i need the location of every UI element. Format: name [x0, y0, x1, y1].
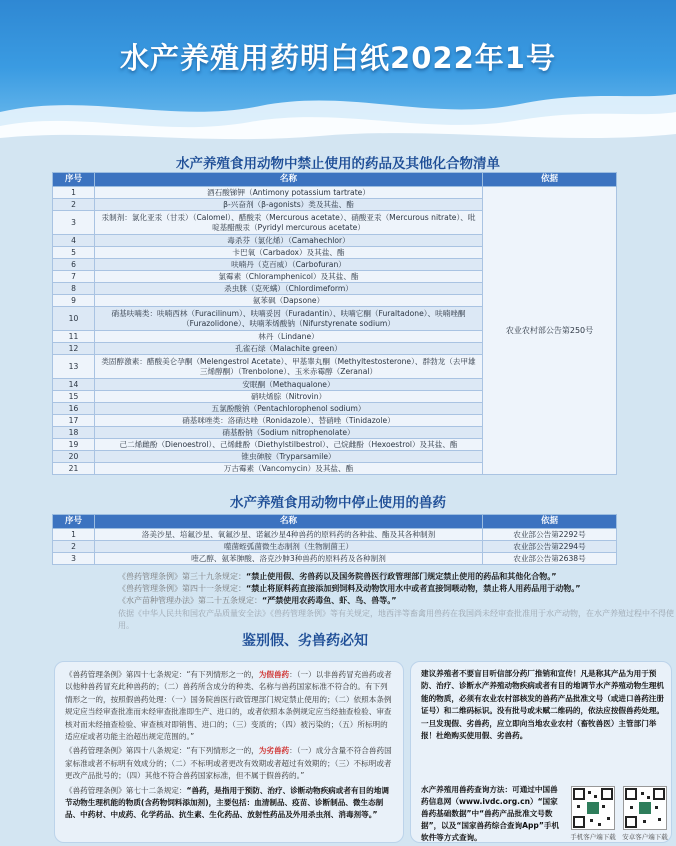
table-row: [53, 529, 617, 541]
cell-name: 氨苯砜（Dapsone）: [95, 295, 483, 307]
cell-name: 孔雀石绿（Malachite green）: [95, 343, 483, 355]
banned-list-title: 水产养殖食用动物中禁止使用的药品及其他化合物清单: [176, 156, 500, 172]
qr-caption: 手机客户端下载: [570, 833, 616, 841]
article-47: 《兽药管理条例》第四十七条规定：“有下列情形之一的，为假兽药：（一）以非兽药冒充兽药或者以他种兽药冒充此种兽药的；（二）兽药所含成分的种类、名称与兽药国家标准不符合的。有下列情形之一的，按照假兽药处理：（一）国务院兽医行政管理部门规定禁止使用的；（二）依照本条例规定应当经审查批准而未经审查批准即生产、进口的，或者依照本条例规定应当经抽查检验、审查核对而未经抽查检验、审查核对即销售、进口的；（三）变质的；（四）被污染的；（五）所标明的适应症或者功能主治超出规定范围的。”: [65, 670, 392, 742]
cell-no: 11: [53, 331, 95, 343]
cell-basis: 农业部公告第2638号: [483, 553, 617, 565]
cell-no: 4: [53, 235, 95, 247]
cell-name: 卡巴氧（Carbadox）及其盐、酯: [95, 247, 483, 259]
stopped-table: [52, 514, 617, 565]
cell-no: 1: [53, 529, 95, 541]
banned-table: [52, 172, 617, 475]
cell-name: 己二烯雌酚（Dienoestrol）、己烯雌酚（Diethylstilbestrol）、己烷雌酚（Hexoestrol）及其盐、酯: [95, 439, 483, 451]
cell-no: 20: [53, 451, 95, 463]
cell-name: 汞制剂：氯化亚汞（甘汞）（Calomel）、醋酸汞（Mercurous acetate）、硝酸亚汞（Mercurous nitrate）、吡啶基醋酸汞（Pyridyl mercurous acetate）: [95, 211, 483, 235]
regulation-line: 《水产苗种管理办法》第二十五条规定：“严禁使用农药毒鱼、虾、鸟、兽等。”: [118, 596, 397, 606]
cell-no: 9: [53, 295, 95, 307]
col-header-no: 序号: [53, 515, 95, 529]
cell-no: 8: [53, 283, 95, 295]
advice-text: [421, 668, 665, 742]
cell-name: 安眠酮（Methaqualone）: [95, 379, 483, 391]
cell-no: 1: [53, 187, 95, 199]
cell-name: 锥虫砷胺（Tryparsamile）: [95, 451, 483, 463]
qr-pattern-icon: [624, 787, 666, 829]
cell-name: 喹乙醇、氨苯胂酸、洛克沙胂3种兽药的原料药及各种制剂: [95, 553, 483, 565]
col-header-basis: 依据: [483, 173, 617, 187]
cell-no: 19: [53, 439, 95, 451]
cell-name: 呋喃丹（克百威）（Carbofuran）: [95, 259, 483, 271]
regulation-line: 《兽药管理条例》第三十九条规定：“禁止使用假、劣兽药以及国务院兽医行政管理部门规定禁止使用的药品和其他化合物。”: [118, 572, 557, 581]
fake-drug-title: 鉴别假、劣兽药必知: [242, 633, 368, 649]
fake-drug-text: [65, 669, 395, 822]
query-paragraph: 水产养殖用兽药查询方法：可通过中国兽药信息网（www.ivdc.org.cn）“国家兽药基础数据”中“兽药产品批准文号数据”，以及“国家兽药综合查询App”手机软件等方式查询。: [421, 785, 560, 842]
cell-no: 3: [53, 553, 95, 565]
cell-name: 林丹（Lindane）: [95, 331, 483, 343]
table-row: [53, 541, 617, 553]
cell-name: 毒杀芬（氯化烯）（Camahechlor）: [95, 235, 483, 247]
qr-code-android[interactable]: [623, 786, 667, 830]
cell-name: 硝基咪唑类：洛硝达唑（Ronidazole）、替硝唑（Tinidazole）: [95, 415, 483, 427]
advice-paragraph: 建议养殖者不要盲目听信部分药厂推销和宣传！凡是称其产品为用于预防、治疗、诊断水产养殖动物疾病或者有目的地调节水产养殖动物生理机能的物质，必须有农业农村部核发的兽药产品批准文号（或进口兽药注册证号）和二维码标识。没有批号或未赋二维码的，依法应按假兽药处理。一旦发现假、劣兽药，应立即向当地农业农村（畜牧兽医）主管部门举报！杜绝购买使用假、劣兽药。: [421, 669, 664, 741]
advice-panel: [410, 661, 672, 843]
cell-basis: 农业部公告第2294号: [483, 541, 617, 553]
cell-name: 硝基酚钠（Sodium nitrophenolate）: [95, 427, 483, 439]
cell-no: 18: [53, 427, 95, 439]
table-row: [53, 553, 617, 565]
query-method-text: [421, 784, 561, 844]
cell-no: 12: [53, 343, 95, 355]
page-title: 水产养殖用药明白纸2022年1号: [120, 41, 556, 75]
cell-no: 16: [53, 403, 95, 415]
cell-no: 13: [53, 355, 95, 379]
cell-name: 杀虫脒（克死螨）（Chlordimeform）: [95, 283, 483, 295]
cell-name: 硝基呋喃类：呋喃西林（Furacilinum）、呋喃妥因（Furadantin）、呋喃它酮（Furaltadone）、呋喃唑酮（Furazolidone）、呋喃苯烯酸钠（Nifurstyrenate sodium）: [95, 307, 483, 331]
cell-no: 3: [53, 211, 95, 235]
cell-no: 21: [53, 463, 95, 475]
cell-name: 酒石酸锑钾（Antimony potassium tartrate）: [95, 187, 483, 199]
cell-name: 类固醇激素：醋酸美仑孕酮（Melengestrol Acetate）、甲基睾丸酮（Methyltestosterone）、群勃龙（去甲雄三烯醇酮）（Trenbolone）、玉米赤霉醇（Zeranal）: [95, 355, 483, 379]
cell-no: 17: [53, 415, 95, 427]
cell-no: 15: [53, 391, 95, 403]
cell-no: 6: [53, 259, 95, 271]
qr-pattern-icon: [572, 787, 614, 829]
qr-code-app[interactable]: [571, 786, 615, 830]
qr-caption: 安卓客户端下载: [622, 833, 668, 841]
regulation-note: 依据《中华人民共和国农产品质量安全法》《兽药管理条例》等有关规定，地西泮等畜禽用兽药在我国尚未经审查批准用于水产动物，在水产养殖过程中不得使用。: [118, 608, 674, 630]
cell-name: 氯霉素（Chloramphenicol）及其盐、酯: [95, 271, 483, 283]
header-banner: [0, 0, 676, 150]
cell-name: 五氯酚酸钠（Pentachlorophenol sodium）: [95, 403, 483, 415]
cell-name: 万古霉素（Vancomycin）及其盐、酯: [95, 463, 483, 475]
col-header-name: 名称: [95, 173, 483, 187]
col-header-basis: 依据: [483, 515, 617, 529]
col-header-name: 名称: [95, 515, 483, 529]
cell-no: 14: [53, 379, 95, 391]
stopped-list-title: 水产养殖食用动物中停止使用的兽药: [230, 495, 446, 511]
article-72: 《兽药管理条例》第七十二条规定：“兽药，是指用于预防、治疗、诊断动物疾病或者有目的地调节动物生理机能的物质(含药物饲料添加剂)，主要包括：血清制品、疫苗、诊断制品、微生态制品、中药材、中成药、化学药品、抗生素、生化药品、放射性药品及外用杀虫剂、消毒剂等。”: [65, 785, 389, 820]
cell-name: 洛美沙星、培氟沙星、氧氟沙星、诺氟沙星4种兽药的原料药的各种盐、酯及其各种制剂: [95, 529, 483, 541]
cell-basis: 农业部公告第2292号: [483, 529, 617, 541]
cell-basis: 农业农村部公告第250号: [483, 187, 617, 475]
table-row: [53, 187, 617, 199]
regulation-line: 《兽药管理条例》第四十一条规定：“禁止将原料药直接添加到饲料及动物饮用水中或者直接饲喂动物，禁止将人用药品用于动物。”: [118, 584, 581, 594]
cell-no: 5: [53, 247, 95, 259]
cell-no: 10: [53, 307, 95, 331]
cell-no: 2: [53, 199, 95, 211]
cell-no: 7: [53, 271, 95, 283]
cell-no: 2: [53, 541, 95, 553]
article-48: 《兽药管理条例》第四十八条规定：“有下列情形之一的，为劣兽药：（一）成分含量不符合兽药国家标准或者不标明有效成分的；（二）不标明或者更改有效期或者超过有效期的；（三）不标明或者更改产品批号的；（四）其他不符合兽药国家标准，但不属于假兽药的。”: [65, 746, 392, 781]
cell-name: 噬菌蛭弧菌微生态制剂（生物制菌王）: [95, 541, 483, 553]
cell-name: 硝呋烯腙（Nitrovin）: [95, 391, 483, 403]
fake-drug-panel: [54, 661, 404, 843]
col-header-no: 序号: [53, 173, 95, 187]
cell-name: β-兴奋剂（β-agonists）类及其盐、酯: [95, 199, 483, 211]
regulations-block: [118, 571, 676, 632]
